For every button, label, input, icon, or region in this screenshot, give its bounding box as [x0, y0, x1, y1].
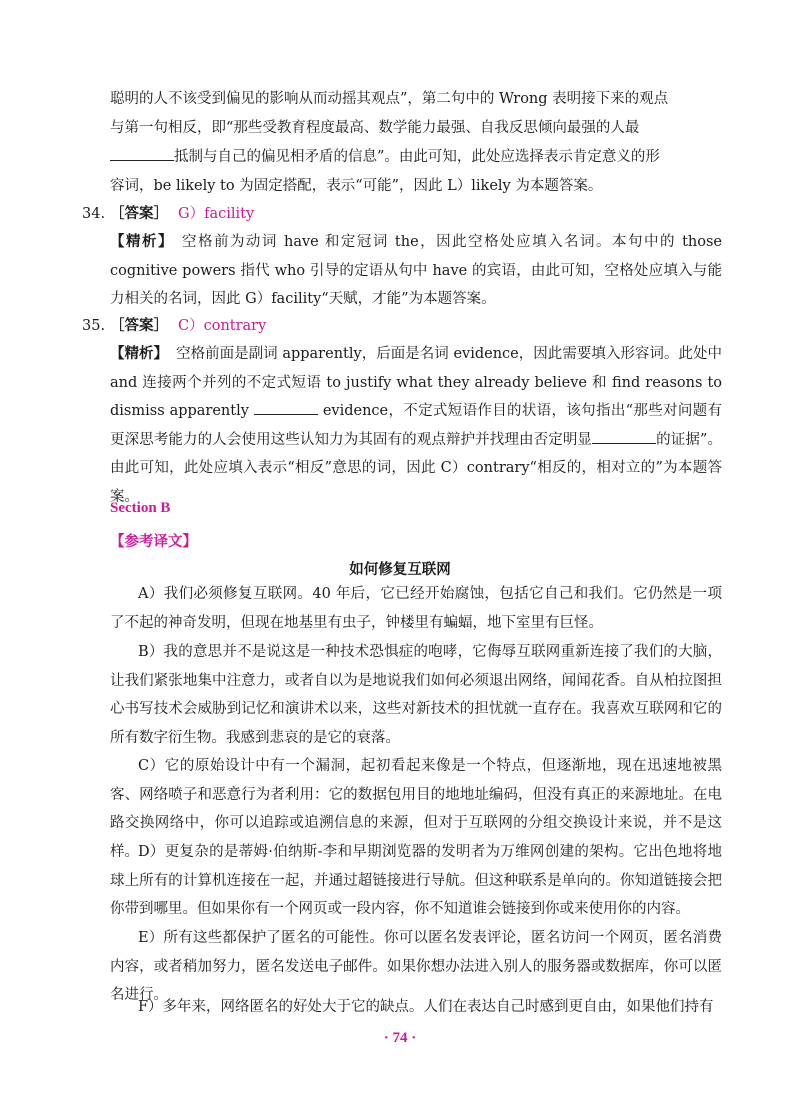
reference-label: 【参考译文】	[110, 533, 197, 550]
item-35-analysis-text-2: evidence，不定式短语作目的状语，该句指出“那些对问题有更深思考能力的人会使用这些认知力为其固有的观点辩护并找理由否定明显	[110, 403, 723, 448]
paragraph-c: C）它的原始设计中有一个漏洞，起初看起来像是一个特点，但逐渐地，现在迅速地被黑客、网络喷子和恶意行为者利用：它的数据包用目的地地址编码，但没有真正的来源地址。在电路交换网络中，你可以追踪或追溯信息的来源，但对于互联网的分组交换设计来说，并不是这样。	[110, 758, 722, 860]
continuation-line-4: 容词，be likely to 为固定搭配，表示“可能”，因此 L）likely 为本题答案。	[110, 178, 603, 194]
item-34-answer-value: G）facility	[178, 206, 255, 222]
continuation-line-3	[110, 143, 722, 172]
item-35-analysis-label: 【精析】	[110, 345, 169, 362]
item-34-analysis	[110, 228, 722, 314]
item-35-analysis-text-3: 的证据”。由此可知，此处应填入表示“相反”意思的词，因此 C）contrary“相反的，相对立的”为本题答案。	[110, 431, 722, 505]
item-35-answer-value: C）contrary	[178, 318, 267, 334]
item-35-number: 35.	[82, 318, 106, 334]
item-34-analysis-label: 【精析】	[110, 233, 174, 250]
continuation-line-3-text: 抵制与自己的偏见相矛盾的信息”。由此可知，此处应选择表示肯定意义的形	[174, 149, 660, 165]
paragraph-f: F）多年来，网络匿名的好处大于它的缺点。人们在表达自己时感到更自由，如果他们持有	[138, 999, 714, 1015]
answer-blank	[592, 429, 656, 444]
item-34-answer	[82, 200, 255, 228]
continuation-line-1: 聪明的人不该受到偏见的影响从而动摇其观点”，第二句中的 Wrong 表明接下来的观点	[110, 91, 669, 107]
paragraph-a: A）我们必须修复互联网。40 年后，它已经开始腐蚀，包括它自己和我们。它仍然是一项了不起的神奇发明，但现在地基里有虫子，钟楼里有蝙蝠，地下室里有巨怪。	[110, 586, 722, 631]
item-34-number: 34.	[82, 206, 106, 222]
paragraph-b: B）我的意思并不是说这是一种技术恐惧症的咆哮，它侮辱互联网重新连接了我们的大脑，让我们紧张地集中注意力，或者自以为是地说我们如何必须退出网络，闻闻花香。自从柏拉图担心书写技术会威胁到记忆和演讲术以来，这些对新技术的担忧就一直存在。我喜欢互联网和它的所有数字衍生物。我感到悲哀的是它的衰落。	[110, 644, 722, 746]
answer-blank	[254, 400, 318, 415]
paragraph-e: E）所有这些都保护了匿名的可能性。你可以匿名发表评论，匿名访问一个网页，匿名消费内容，或者稍加努力，匿名发送电子邮件。如果你想办法进入别人的服务器或数据库，你可以匿名进行。	[110, 930, 722, 1003]
passage-title: 如何修复互联网	[349, 562, 451, 578]
item-35-analysis	[110, 340, 722, 511]
paragraph-d: D）更复杂的是蒂姆·伯纳斯-李和早期浏览器的发明者为万维网创建的架构。它出色地将地球上所有的计算机连接在一起，并通过超链接进行导航。但这种联系是单向的。你知道链接会把你带到哪里。但如果你有一个网页或一段内容，你不知道谁会链接到你或来使用你的内容。	[110, 844, 722, 917]
item-35-answer	[82, 312, 267, 340]
item-35-analysis-text-1: 空格前面是副词 apparently，后面是名词 evidence，因此需要填入形容词。此处中 and 连接两个并列的不定式短语 to justify what they already believe 和 find reasons to dismiss apparently	[110, 346, 723, 419]
item-34-answer-label: ［答案］	[110, 205, 168, 222]
item-35-answer-label: ［答案］	[110, 317, 168, 334]
section-heading: Section B	[110, 500, 171, 516]
item-34-analysis-text: 空格前为动词 have 和定冠词 the，因此空格处应填入名词。本句中的 those cognitive powers 指代 who 引导的定语从句中 have 的宾语，由此可知，空格处应填入与能力相关的名词，因此 G）facility“天赋，才能”为本题答案。	[110, 234, 723, 307]
page-number: · 74 ·	[383, 1030, 417, 1046]
continuation-line-2: 与第一句相反，即“那些受教育程度最高、数学能力最强、自我反思倾向最强的人最	[110, 120, 640, 136]
answer-blank	[110, 146, 174, 161]
